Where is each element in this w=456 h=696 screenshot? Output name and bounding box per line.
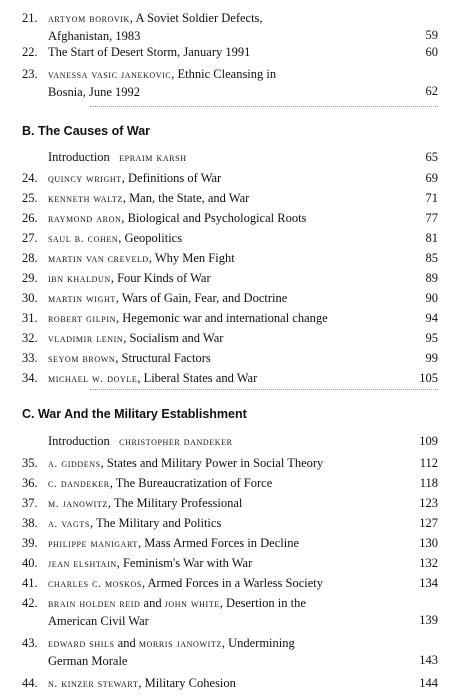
intro-author: christopher dandeker — [119, 436, 233, 448]
entry-author: kenneth waltz — [48, 193, 123, 205]
entry-title: , Desertion in the — [219, 596, 306, 610]
entry-author: a. giddens — [48, 458, 101, 470]
section-heading: C. War And the Military Establishment — [22, 407, 247, 421]
entry-title: , Socialism and War — [123, 331, 224, 345]
entry-title: , Mass Armed Forces in Decline — [137, 536, 300, 550]
entry-author: martin wight — [48, 293, 116, 305]
entry-number: 24. — [22, 171, 38, 185]
entry-page: 85 — [425, 251, 438, 265]
entry-title: , Four Kinds of War — [110, 271, 211, 285]
entry-page: 77 — [425, 211, 438, 225]
entry-conjunction: and — [114, 636, 139, 650]
entry-title-cont: Afghanistan, 1983 — [48, 29, 141, 43]
entry-page: 132 — [419, 556, 438, 570]
entry-title: , The Military and Politics — [89, 516, 222, 530]
entry-page: 62 — [425, 84, 438, 98]
entry-title: , Why Men Fight — [148, 251, 235, 265]
entry-author-2: morris janowitz — [138, 638, 222, 650]
entry-number: 25. — [22, 191, 38, 205]
entry-title: , The Bureaucratization of Force — [109, 476, 273, 490]
entry-page: 60 — [425, 45, 438, 59]
entry-number: 33. — [22, 351, 38, 365]
intro-label: Introduction — [48, 434, 110, 448]
entry-title: , Hegemonic war and international change — [115, 311, 328, 325]
entry-author: seyom brown — [48, 353, 116, 365]
entry-number: 29. — [22, 271, 38, 285]
entry-title: , Biological and Psychological Roots — [121, 211, 307, 225]
entry-number: 28. — [22, 251, 38, 265]
entry-page: 127 — [419, 516, 438, 530]
entry-number: 40. — [22, 556, 38, 570]
separator-dots — [90, 106, 438, 108]
entry-author: martin van creveld — [48, 253, 149, 265]
entry-number: 35. — [22, 456, 38, 470]
entry-number: 21. — [22, 11, 38, 25]
entry-page: 71 — [425, 191, 438, 205]
entry-title: , Definitions of War — [121, 171, 222, 185]
entry-author-2: john white — [164, 598, 220, 610]
entry-page: 118 — [419, 476, 438, 490]
entry-number: 44. — [22, 676, 38, 690]
separator-dots — [90, 389, 438, 391]
entry-author: vladimir lenin — [48, 333, 124, 345]
entry-author: ibn khaldun — [48, 273, 111, 285]
entry-author: n. kinzer stewart — [48, 678, 139, 690]
entry-title: , Ethnic Cleansing in — [171, 67, 277, 81]
entry-author: vanessa vasic janekovic — [48, 69, 172, 81]
entry-page: 90 — [425, 291, 438, 305]
toc-entry — [22, 66, 438, 100]
entry-title: , Structural Factors — [115, 351, 211, 365]
entry-number: 39. — [22, 536, 38, 550]
entry-page: 94 — [425, 311, 438, 325]
entry-conjunction: and — [140, 596, 165, 610]
entry-title: , Feminism's War with War — [116, 556, 253, 570]
entry-number: 26. — [22, 211, 38, 225]
entry-author: c. dandeker — [48, 478, 110, 490]
entry-title: , Armed Forces in a Warless Society — [141, 576, 323, 590]
entry-page: 130 — [419, 536, 438, 550]
entry-title: , The Military Professional — [107, 496, 243, 510]
entry-number: 37. — [22, 496, 38, 510]
entry-page: 143 — [419, 653, 438, 667]
entry-author: michael w. doyle — [48, 373, 138, 385]
entry-number: 42. — [22, 596, 38, 610]
entry-page: 112 — [419, 456, 438, 470]
entry-page: 65 — [425, 150, 438, 164]
entry-number: 31. — [22, 311, 38, 325]
entry-title: , Undermining — [221, 636, 295, 650]
toc-entry — [22, 10, 438, 44]
entry-author: edward shils — [48, 638, 115, 650]
entry-number: 34. — [22, 371, 38, 385]
entry-title: , Wars of Gain, Fear, and Doctrine — [115, 291, 288, 305]
entry-title: , Geopolitics — [118, 231, 183, 245]
entry-author: saul b. cohen — [48, 233, 119, 245]
intro-label: Introduction — [48, 150, 110, 164]
entry-number: 36. — [22, 476, 38, 490]
entry-title: , A Soviet Soldier Defects, — [129, 11, 263, 25]
entry-number: 30. — [22, 291, 38, 305]
entry-page: 89 — [425, 271, 438, 285]
entry-page: 123 — [419, 496, 438, 510]
entry-number: 38. — [22, 516, 38, 530]
entry-page: 109 — [419, 434, 438, 448]
entry-author: robert gilpin — [48, 313, 116, 325]
entry-title-cont: American Civil War — [48, 614, 149, 628]
entry-page: 99 — [425, 351, 438, 365]
entry-author: charles c. moskos — [48, 578, 142, 590]
entry-title: , Man, the State, and War — [122, 191, 250, 205]
entry-number: 41. — [22, 576, 38, 590]
entry-page: 59 — [425, 28, 438, 42]
entry-title: The Start of Desert Storm, January 1991 — [48, 45, 251, 59]
entry-number: 32. — [22, 331, 38, 345]
entry-page: 81 — [425, 231, 438, 245]
entry-page: 134 — [419, 576, 438, 590]
entry-title: , Liberal States and War — [137, 371, 258, 385]
entry-author: philippe manigart — [48, 538, 138, 550]
entry-number: 27. — [22, 231, 38, 245]
entry-title-cont: German Morale — [48, 654, 128, 668]
entry-number: 22. — [22, 45, 38, 59]
entry-author: raymond aron — [48, 213, 122, 225]
entry-page: 69 — [425, 171, 438, 185]
intro-author: epraim karsh — [119, 152, 187, 164]
entry-number: 43. — [22, 636, 38, 650]
entry-author: jean elshtain — [48, 558, 117, 570]
entry-author: artyom borovik — [48, 13, 130, 25]
entry-page: 95 — [425, 331, 438, 345]
entry-page: 139 — [419, 613, 438, 627]
entry-page: 105 — [419, 371, 438, 385]
entry-title: , Military Cohesion — [138, 676, 236, 690]
entry-title: , States and Military Power in Social Theory — [100, 456, 324, 470]
entry-author: brain holden reid — [48, 598, 141, 610]
entry-author: quincy wright — [48, 173, 122, 185]
entry-author: m. janowitz — [48, 498, 108, 510]
section-heading: B. The Causes of War — [22, 124, 151, 138]
entry-author: a. vagts — [48, 518, 90, 530]
entry-title-cont: Bosnia, June 1992 — [48, 85, 141, 99]
entry-page: 144 — [419, 676, 438, 690]
entry-number: 23. — [22, 67, 38, 81]
